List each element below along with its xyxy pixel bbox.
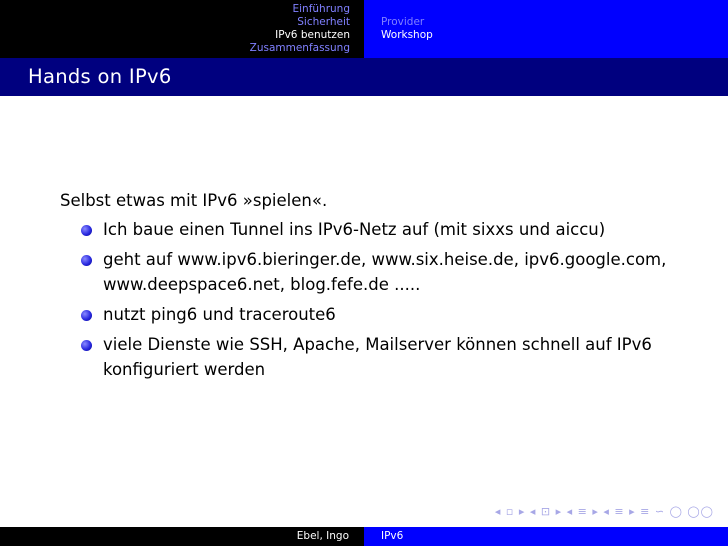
list-item-text: viele Dienste wie SSH, Apache, Mailserver können schnell auf IPv6 konfiguriert werden (103, 335, 652, 379)
footer-author: Ebel, Ingo (296, 530, 349, 542)
list-item-text: Ich baue einen Tunnel ins IPv6-Netz auf (mit sixxs und aiccu) (103, 220, 606, 239)
section-link-einfuehrung[interactable]: Einführung (292, 3, 350, 15)
slide-content (60, 190, 700, 387)
bullet-icon (81, 340, 92, 351)
section-link-zusammenfassung[interactable]: Zusammenfassung (249, 42, 350, 54)
footer-author-box (0, 527, 364, 546)
bullet-icon (81, 255, 92, 266)
intro-text: Selbst etwas mit IPv6 »spielen«. (60, 191, 328, 210)
bullet-icon (81, 310, 92, 321)
section-link-ipv6-benutzen[interactable]: IPv6 benutzen (275, 29, 350, 41)
frame-title-bar (0, 58, 728, 96)
bullet-icon (81, 225, 92, 236)
section-link-sicherheit[interactable]: Sicherheit (297, 16, 350, 28)
list-item (60, 247, 700, 297)
navigation-symbols[interactable]: ◂ ▫ ▸ ◂ ⊡ ▸ ◂ ≡ ▸ ◂ ≡ ▸ ≡ ∽ ◯ ◯◯ (494, 505, 714, 518)
footer-short-title: IPv6 (381, 530, 404, 542)
list-item-text: nutzt ping6 und traceroute6 (103, 305, 336, 324)
frame-title: Hands on IPv6 (28, 65, 172, 88)
list-item-text: geht auf www.ipv6.bieringer.de, www.six.heise.de, ipv6.google.com, www.deepspace6.net, blog.fefe.de ..... (103, 250, 667, 294)
subsection-link-provider[interactable]: Provider (381, 16, 425, 28)
list-item (60, 302, 700, 327)
list-item (60, 332, 700, 382)
section-navigation (0, 0, 364, 58)
bullet-list (60, 217, 700, 382)
footer-title-box (364, 527, 728, 546)
footer (0, 527, 728, 546)
list-item (60, 217, 700, 242)
subsection-navigation (364, 0, 728, 58)
header-navigation (0, 0, 728, 58)
subsection-link-workshop[interactable]: Workshop (381, 29, 433, 41)
